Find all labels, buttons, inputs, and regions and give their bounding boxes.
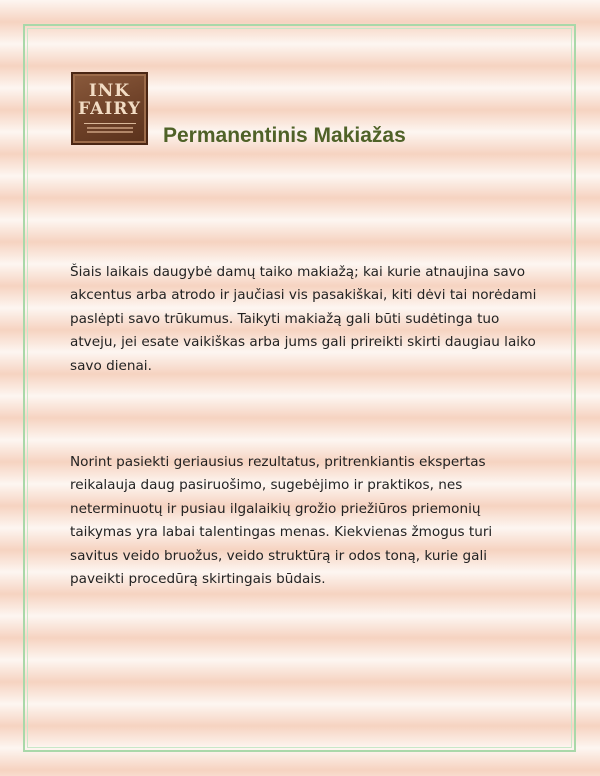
logo-tagline-mark	[87, 131, 133, 133]
logo-text-fairy: FAIRY	[78, 99, 141, 119]
body-paragraph-2: Norint pasiekti geriausius rezultatus, pritrenkiantis ekspertas reikalauja daug pasiruošimo, sugebėjimo ir praktikos, nes neterminuotų ir pusiau ilgalaikių grožio priežiūros priemonių taikymas yra labai talentingas menas. Kiekvienas žmogus turi savitus veido bruožus, veido struktūrą ir odos toną, kurie gali paveikti procedūrą skirtingais būdais.	[70, 454, 493, 588]
ink-fairy-logo	[71, 72, 148, 145]
logo-tagline-mark	[87, 127, 133, 129]
page-title: Permanentinis Makiažas	[163, 124, 406, 147]
body-paragraph-1: Šiais laikais daugybė damų taiko makiažą; kai kurie atnaujina savo akcentus arba atrodo ir jaučiasi vis pasakiškai, kiti dėvi tai norėdami paslėpti savo trūkumus. Taikyti makiažą gali būti sudėtinga tuo atveju, jei esate vaikiškas arba jums gali prireikti skirti daugiau laiko savo dienai.	[70, 264, 537, 374]
logo-text-ink: INK	[88, 81, 131, 101]
logo-divider	[84, 123, 136, 124]
